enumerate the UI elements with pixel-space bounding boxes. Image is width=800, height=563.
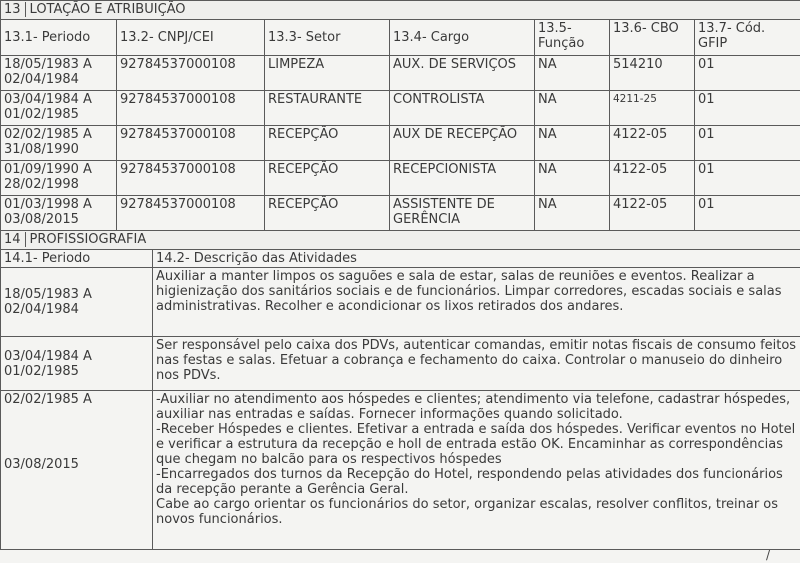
cell-funcao: NA	[535, 161, 610, 196]
cell-cargo: CONTROLISTA	[390, 91, 535, 126]
descricao-line: -Encarregados dos turnos da Recepção do Hotel, respondendo pelas atividades dos funcionários da recepção perante a Gerência Geral.	[156, 467, 783, 497]
cell-cnpj: 92784537000108	[117, 196, 265, 231]
header-cnpj: 13.2- CNPJ/CEI	[117, 20, 265, 56]
header-funcao: 13.5- Função	[535, 20, 610, 56]
descricao-line: -Auxiliar no atendimento aos hóspedes e clientes; atendimento via telefone, cadastrar hóspedes, auxiliar nas entradas e saídas. Fornecer informações quando solicitado.	[156, 392, 791, 422]
cell-periodo: 18/05/1983 A 02/04/1984	[1, 56, 117, 91]
cell-periodo-14	[1, 391, 153, 550]
cell-cbo: 4122-05	[610, 196, 695, 231]
cell-funcao: NA	[535, 196, 610, 231]
cell-descricao: Auxiliar a manter limpos os saguões e sala de estar, salas de reuniões e eventos. Realizar a higienização dos sanitários sociais e de funcionários. Limpar corredores, escadas sociais e salas administrativas. Recolher e acondicionar os lixos retirados dos andares.	[153, 268, 800, 337]
periodo-start: 02/02/1985 A	[4, 392, 92, 407]
table-row	[1, 56, 800, 91]
cell-periodo: 03/04/1984 A 01/02/1985	[1, 91, 117, 126]
table-row	[1, 268, 800, 337]
section-13-label: LOTAÇÃO E ATRIBUIÇÃO	[29, 2, 186, 17]
periodo-start: 03/04/1984 A	[4, 348, 92, 364]
section-13-title	[1, 1, 800, 20]
cell-funcao: NA	[535, 91, 610, 126]
cell-descricao	[153, 391, 800, 550]
cell-setor: RECEPÇÃO	[265, 196, 390, 231]
header-cbo: 13.6- CBO	[610, 20, 695, 56]
cell-gfip: 01	[695, 161, 800, 196]
section-14-title	[1, 231, 800, 250]
header-descricao: 14.2- Descrição das Atividades	[153, 250, 800, 268]
cell-periodo-14	[1, 268, 153, 337]
cell-cnpj: 92784537000108	[117, 91, 265, 126]
cell-cbo: 4122-05	[610, 161, 695, 196]
table-row	[1, 126, 800, 161]
section-14-number: 14	[4, 232, 26, 247]
descricao-line: -Receber Hóspedes e clientes. Efetivar a entrada e saída dos hóspedes. Verificar eventos no Hotel e verificar a estrutura da recepção e holl de entrada estão OK. Encaminhar as correspondências que chegam no balcão para os respectivos hóspedes	[156, 422, 796, 467]
handwritten-mark: /	[766, 548, 771, 562]
cell-setor: RESTAURANTE	[265, 91, 390, 126]
cell-periodo: 01/09/1990 A 28/02/1998	[1, 161, 117, 196]
cell-cargo: AUX DE RECEPÇÃO	[390, 126, 535, 161]
cell-descricao: Ser responsável pelo caixa dos PDVs, autenticar comandas, emitir notas fiscais de consumo feitos nas festas e salas. Efetuar a cobrança e fechamento do caixa. Controlar o manuseio do dinheiro nos PDVs.	[153, 337, 800, 391]
table-row	[1, 196, 800, 231]
header-periodo: 13.1- Periodo	[1, 20, 117, 56]
descricao-line: Cabe ao cargo orientar os funcionários do setor, organizar escalas, resolver conflitos, treinar os novos funcionários.	[156, 497, 779, 527]
header-setor: 13.3- Setor	[265, 20, 390, 56]
section-13-table	[0, 0, 800, 231]
cell-gfip: 01	[695, 126, 800, 161]
cell-cargo: RECEPCIONISTA	[390, 161, 535, 196]
table-row	[1, 161, 800, 196]
periodo-start: 18/05/1983 A	[4, 287, 92, 302]
cell-funcao: NA	[535, 126, 610, 161]
table-row	[1, 91, 800, 126]
cell-periodo: 02/02/1985 A 31/08/1990	[1, 126, 117, 161]
cell-cbo: 514210	[610, 56, 695, 91]
cell-periodo: 01/03/1998 A 03/08/2015	[1, 196, 117, 231]
cell-funcao: NA	[535, 56, 610, 91]
cell-cbo: 4211-25	[610, 91, 695, 126]
header-gfip: 13.7- Cód. GFIP	[695, 20, 800, 56]
cell-cnpj: 92784537000108	[117, 161, 265, 196]
header-periodo-14: 14.1- Periodo	[1, 250, 153, 268]
cell-setor: RECEPÇÃO	[265, 161, 390, 196]
cell-cnpj: 92784537000108	[117, 56, 265, 91]
cell-cargo: ASSISTENTE DE GERÊNCIA	[390, 196, 535, 231]
cell-cargo: AUX. DE SERVIÇOS	[390, 56, 535, 91]
section-14-label: PROFISSIOGRAFIA	[29, 232, 147, 247]
cell-gfip: 01	[695, 196, 800, 231]
cell-setor: RECEPÇÃO	[265, 126, 390, 161]
cell-cnpj: 92784537000108	[117, 126, 265, 161]
table-row	[1, 337, 800, 391]
section-13-number: 13	[4, 2, 26, 17]
cell-setor: LIMPEZA	[265, 56, 390, 91]
section-14-table	[0, 230, 800, 550]
cell-gfip: 01	[695, 56, 800, 91]
periodo-end: 02/04/1984	[4, 302, 79, 317]
header-cargo: 13.4- Cargo	[390, 20, 535, 56]
periodo-end: 01/02/1985	[4, 363, 79, 379]
cell-periodo-14	[1, 337, 153, 391]
periodo-end: 03/08/2015	[4, 457, 79, 472]
cell-gfip: 01	[695, 91, 800, 126]
cell-cbo: 4122-05	[610, 126, 695, 161]
table-row	[1, 391, 800, 550]
